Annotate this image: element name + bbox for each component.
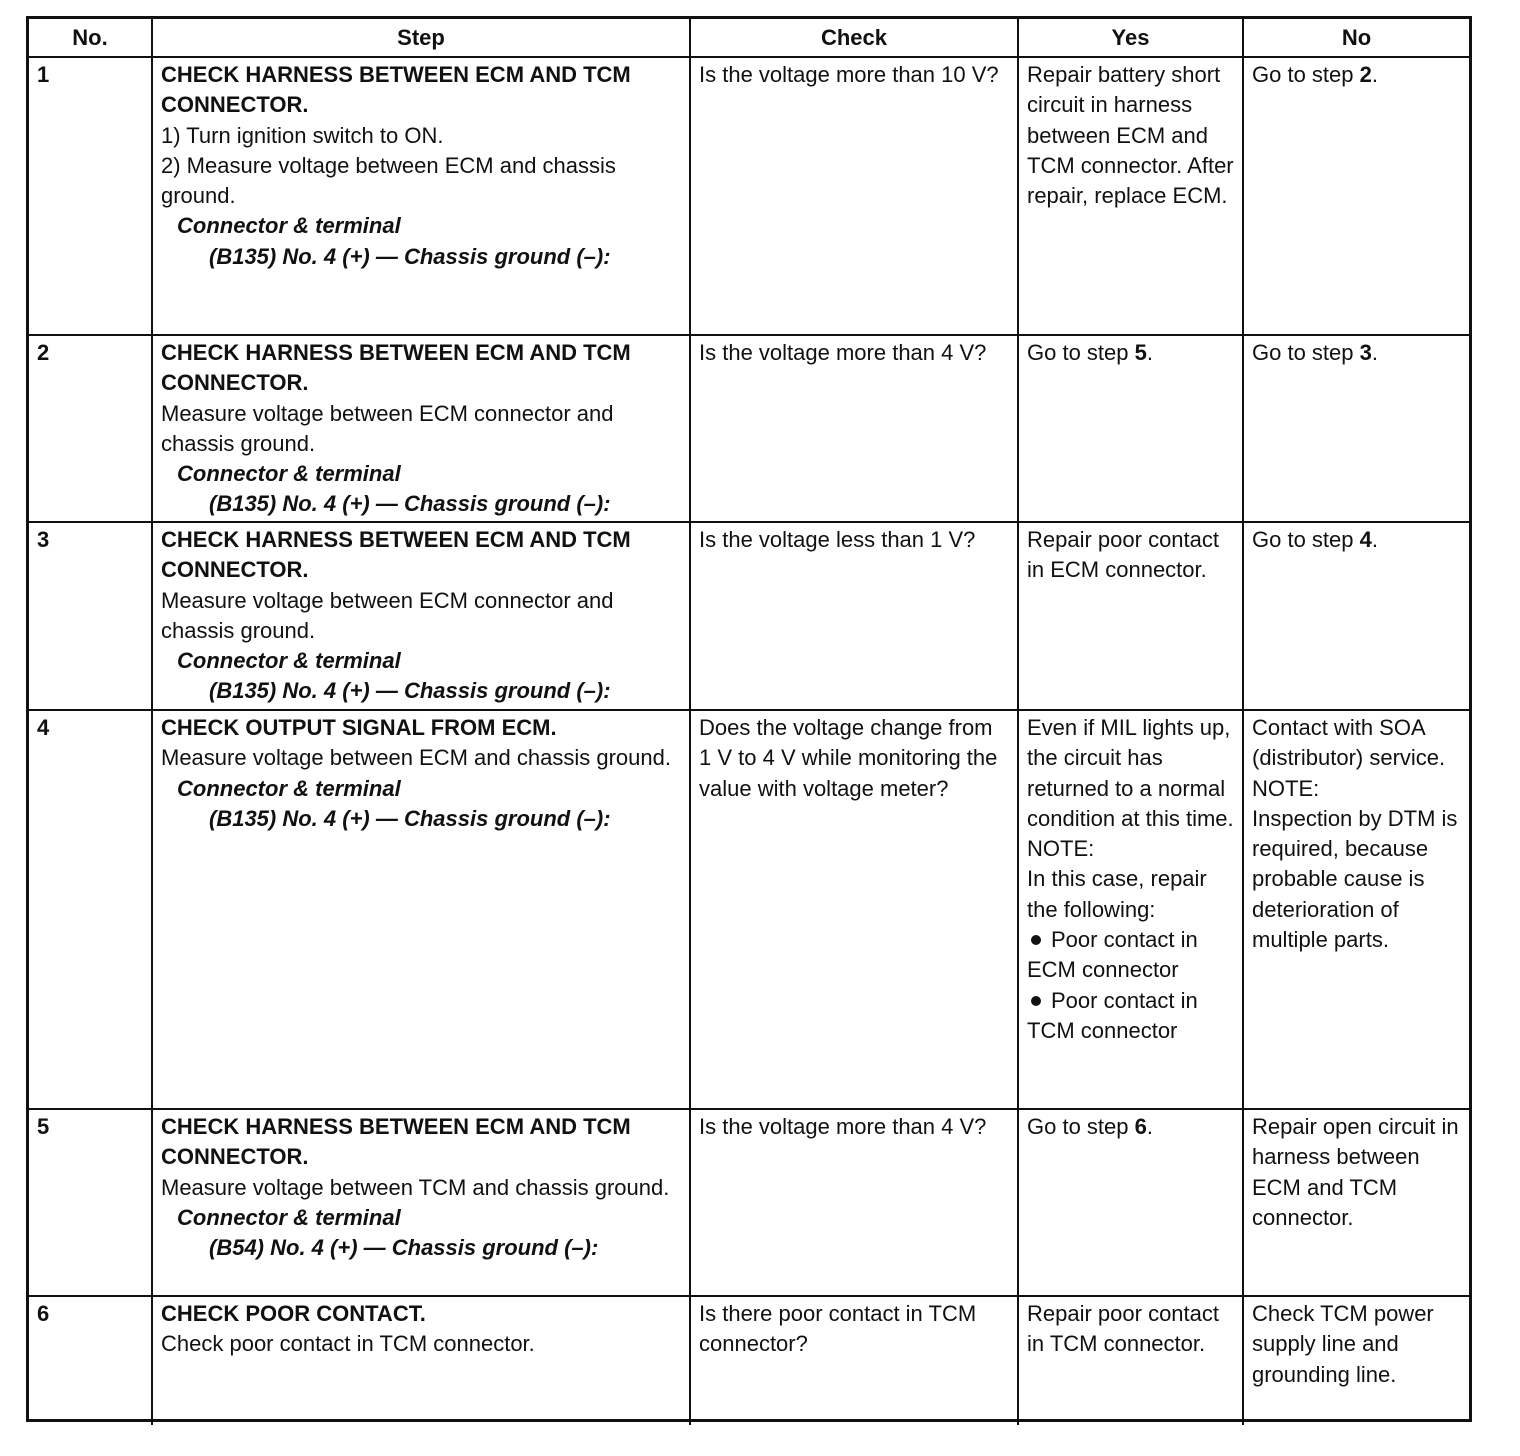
- no-cell: [1243, 335, 1469, 522]
- bullet-item: [1027, 986, 1234, 1047]
- no-text: Contact with SOA (distributor) service.: [1252, 715, 1446, 771]
- goto-suffix: .: [1146, 1114, 1153, 1139]
- step-instruction: Measure voltage between TCM and chassis ground.: [161, 1174, 670, 1200]
- row-number: 1: [29, 57, 152, 335]
- terminal-spec: (B135) No. 4 (+) — Chassis ground (–):: [209, 678, 611, 704]
- goto-step-number: 6: [1134, 1114, 1147, 1139]
- bullet-text: Poor contact in TCM connector: [1027, 987, 1198, 1043]
- header-no-result: No: [1243, 19, 1469, 57]
- header-yes: Yes: [1018, 19, 1243, 57]
- step-cell: [152, 522, 690, 710]
- note-label: NOTE:: [1027, 836, 1095, 862]
- terminal-spec: (B135) No. 4 (+) — Chassis ground (–):: [209, 805, 611, 831]
- step-title: CHECK HARNESS BETWEEN ECM AND TCM CONNECTOR.: [161, 62, 631, 118]
- terminal-spec: (B135) No. 4 (+) — Chassis ground (–):: [209, 491, 611, 517]
- goto-text: Go to step: [1252, 340, 1360, 365]
- connector-label: Connector & terminal: [177, 775, 401, 801]
- step-title: CHECK HARNESS BETWEEN ECM AND TCM CONNECTOR.: [161, 527, 631, 583]
- goto-step-number: 3: [1359, 340, 1372, 365]
- no-cell: [1243, 522, 1469, 710]
- yes-cell: [1018, 1109, 1243, 1296]
- goto-step-number: 2: [1359, 62, 1372, 87]
- goto-suffix: .: [1146, 340, 1153, 365]
- step-instruction: Measure voltage between ECM and chassis ground.: [161, 745, 671, 771]
- goto-step-number: 5: [1134, 340, 1147, 365]
- connector-label: Connector & terminal: [177, 1204, 401, 1230]
- step-cell: [152, 1296, 690, 1425]
- connector-label: Connector & terminal: [177, 648, 401, 674]
- step-instruction: 1) Turn ignition switch to ON.: [161, 122, 444, 148]
- table-row: [29, 1109, 1469, 1296]
- table-row: [29, 335, 1469, 522]
- note-text: Inspection by DTM is required, because probable cause is deterioration of multiple parts.: [1252, 805, 1458, 953]
- step-title: CHECK HARNESS BETWEEN ECM AND TCM CONNECTOR.: [161, 340, 631, 396]
- yes-cell: Repair poor contact in ECM connector.: [1018, 522, 1243, 710]
- step-instruction: 2) Measure voltage between ECM and chassis ground.: [161, 152, 616, 209]
- goto-text: Go to step: [1252, 527, 1360, 552]
- table-row: [29, 522, 1469, 710]
- diagnostic-table-frame: [26, 16, 1472, 1422]
- step-instruction: Measure voltage between ECM connector and chassis ground.: [161, 587, 614, 643]
- connector-label: Connector & terminal: [177, 213, 401, 239]
- step-instruction: Measure voltage between ECM connector and chassis ground.: [161, 400, 614, 456]
- row-number: 3: [29, 522, 152, 710]
- row-number: 4: [29, 710, 152, 1109]
- goto-text: Go to step: [1027, 1114, 1135, 1139]
- note-text: In this case, repair the following:: [1027, 866, 1207, 922]
- table-row: [29, 57, 1469, 335]
- header-check: Check: [690, 19, 1018, 57]
- step-cell: [152, 57, 690, 335]
- terminal-spec: (B135) No. 4 (+) — Chassis ground (–):: [209, 243, 611, 269]
- diagnostic-table: [29, 19, 1469, 1425]
- table-row: [29, 1296, 1469, 1425]
- no-cell: [1243, 57, 1469, 335]
- no-cell: [1243, 710, 1469, 1109]
- check-cell: Is the voltage less than 1 V?: [690, 522, 1018, 710]
- bullet-dot-icon: [1031, 996, 1041, 1006]
- step-title: CHECK POOR CONTACT.: [161, 1301, 426, 1326]
- check-cell: Is there poor contact in TCM connector?: [690, 1296, 1018, 1425]
- step-cell: [152, 335, 690, 522]
- goto-text: Go to step: [1252, 62, 1360, 87]
- step-cell: [152, 1109, 690, 1296]
- bullet-dot-icon: [1031, 935, 1041, 945]
- goto-suffix: .: [1371, 62, 1378, 87]
- row-number: 5: [29, 1109, 152, 1296]
- check-cell: Is the voltage more than 4 V?: [690, 335, 1018, 522]
- step-cell: [152, 710, 690, 1109]
- bullet-item: [1027, 925, 1234, 986]
- step-instruction: Check poor contact in TCM connector.: [161, 1331, 535, 1357]
- yes-cell: Repair battery short circuit in harness between ECM and TCM connector. After repair, replace ECM.: [1018, 57, 1243, 335]
- no-cell: Check TCM power supply line and grounding line.: [1243, 1296, 1469, 1425]
- header-row: [29, 19, 1469, 57]
- step-title: CHECK OUTPUT SIGNAL FROM ECM.: [161, 715, 557, 740]
- connector-label: Connector & terminal: [177, 461, 401, 487]
- row-number: 2: [29, 335, 152, 522]
- goto-text: Go to step: [1027, 340, 1135, 365]
- yes-cell: [1018, 335, 1243, 522]
- goto-suffix: .: [1371, 340, 1378, 365]
- header-no: No.: [29, 19, 152, 57]
- goto-step-number: 4: [1359, 527, 1372, 552]
- check-cell: Is the voltage more than 4 V?: [690, 1109, 1018, 1296]
- table-row: [29, 710, 1469, 1109]
- goto-suffix: .: [1371, 527, 1378, 552]
- bullet-text: Poor contact in ECM connector: [1027, 927, 1198, 983]
- step-title: CHECK HARNESS BETWEEN ECM AND TCM CONNECTOR.: [161, 1114, 631, 1170]
- yes-text: Even if MIL lights up, the circuit has returned to a normal condition at this time.: [1027, 715, 1234, 831]
- row-number: 6: [29, 1296, 152, 1425]
- yes-cell: [1018, 710, 1243, 1109]
- check-cell: Is the voltage more than 10 V?: [690, 57, 1018, 335]
- note-label: NOTE:: [1252, 775, 1320, 801]
- yes-cell: Repair poor contact in TCM connector.: [1018, 1296, 1243, 1425]
- no-cell: Repair open circuit in harness between ECM and TCM connector.: [1243, 1109, 1469, 1296]
- terminal-spec: (B54) No. 4 (+) — Chassis ground (–):: [209, 1235, 599, 1261]
- header-step: Step: [152, 19, 690, 57]
- check-cell: Does the voltage change from 1 V to 4 V while monitoring the value with voltage meter?: [690, 710, 1018, 1109]
